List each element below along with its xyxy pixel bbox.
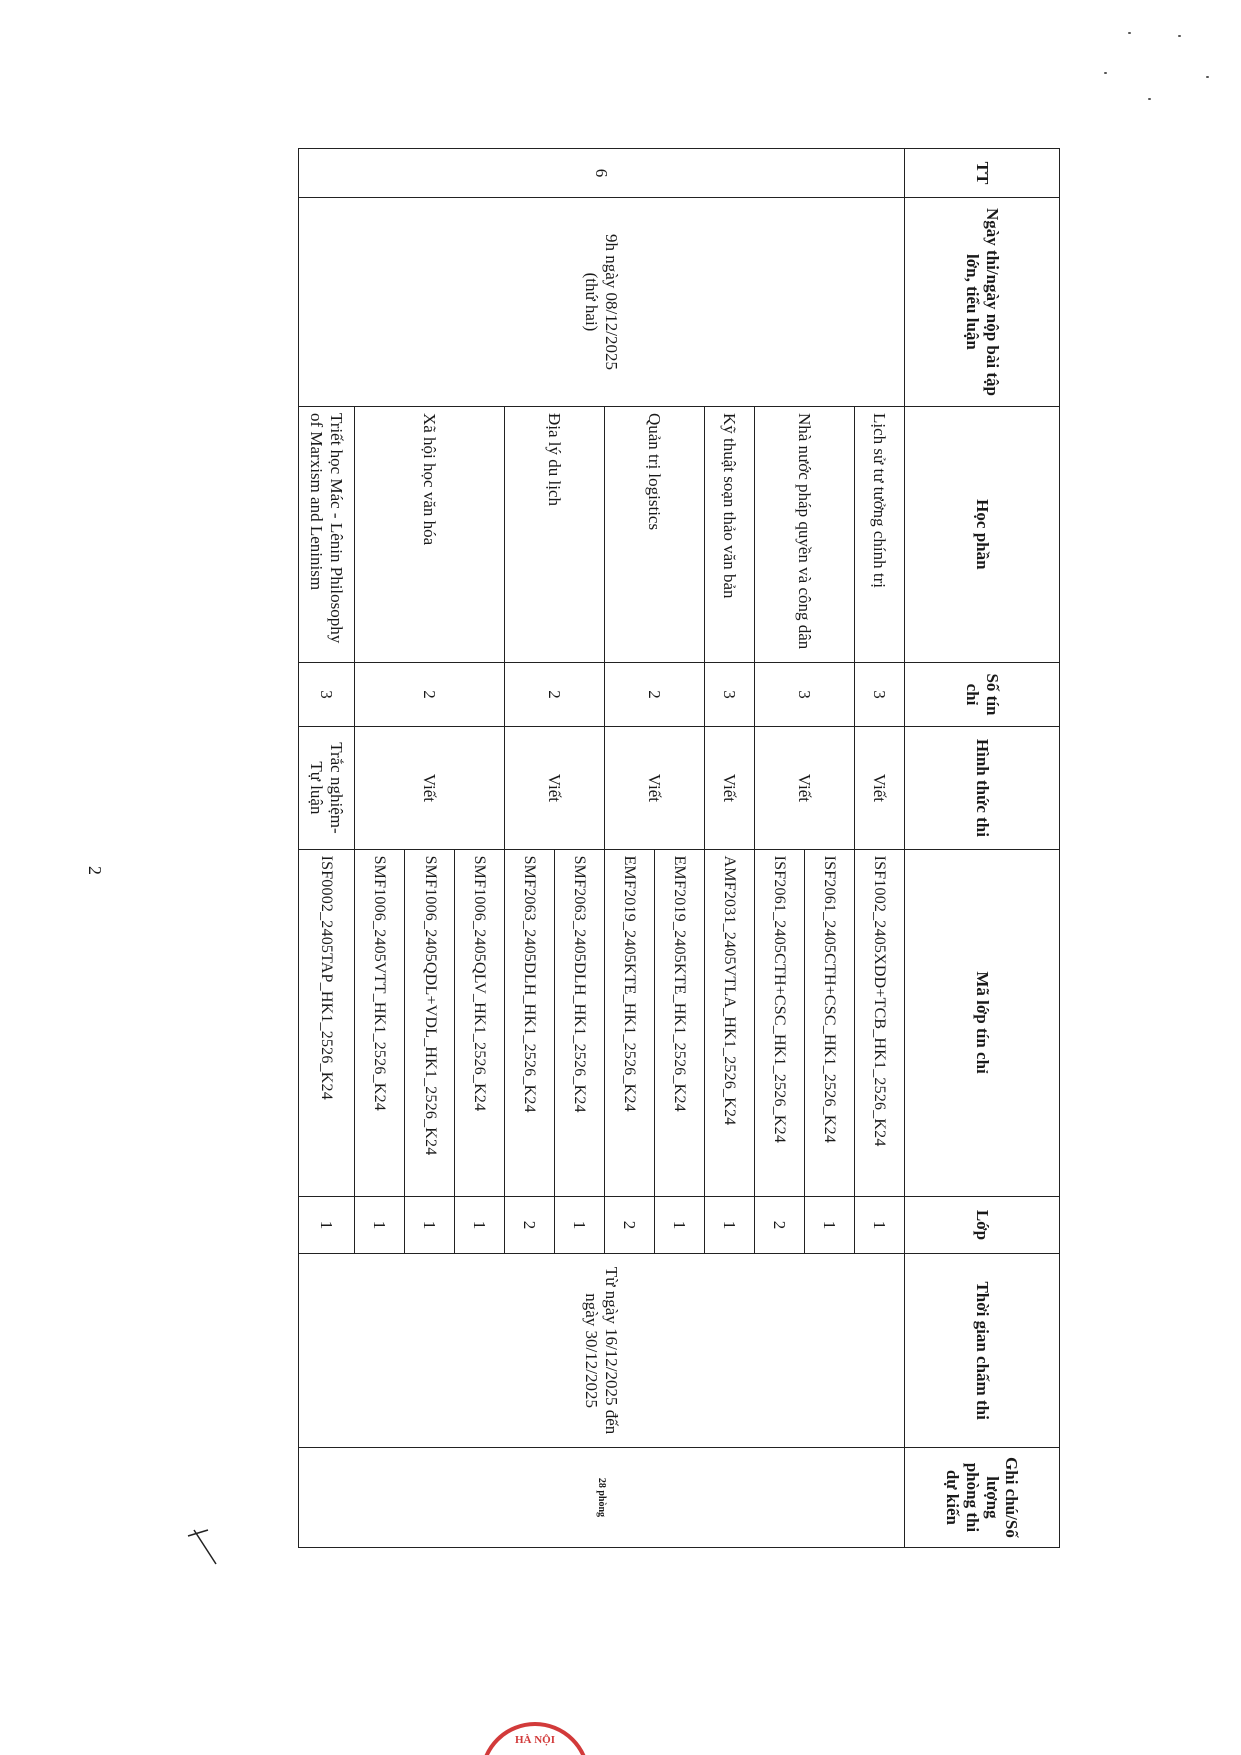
course-name: Lịch sử tư tưởng chính trị	[855, 406, 905, 662]
scan-speck	[1104, 72, 1107, 74]
red-seal-stamp	[480, 1722, 590, 1755]
class-code: EMF2019_2405KTE_HK1_2526_K24	[605, 849, 655, 1196]
header-date: Ngày thi/ngày nộp bài tập lớn, tiểu luận	[905, 197, 1060, 406]
course-form: Viết	[505, 727, 605, 849]
course-form: Trắc nghiệm-Tự luận	[299, 727, 355, 849]
class-number: 1	[555, 1196, 605, 1254]
course-form: Viết	[355, 727, 505, 849]
class-code: SMF1006_2405QLV_HK1_2526_K24	[455, 849, 505, 1196]
page-number: 2	[85, 866, 105, 875]
scan-speck	[1206, 76, 1209, 78]
course-name: Quản trị logistics	[605, 406, 705, 662]
course-credits: 3	[705, 662, 755, 727]
course-credits: 2	[355, 662, 505, 727]
group-grading: Từ ngày 16/12/2025 đến ngày 30/12/2025	[299, 1254, 905, 1448]
scan-speck	[1128, 32, 1131, 34]
class-code: SMF2063_2405DLH_HK1_2526_K24	[505, 849, 555, 1196]
header-grading: Thời gian chấm thi	[905, 1254, 1060, 1448]
course-credits: 3	[855, 662, 905, 727]
class-number: 1	[355, 1196, 405, 1254]
class-number: 1	[655, 1196, 705, 1254]
class-code: EMF2019_2405KTE_HK1_2526_K24	[655, 849, 705, 1196]
course-form: Viết	[605, 727, 705, 849]
seal-text: HÀ NỘI	[514, 1734, 556, 1746]
class-code: SMF2063_2405DLH_HK1_2526_K24	[555, 849, 605, 1196]
pen-mark-icon	[186, 1528, 226, 1568]
group-date	[299, 197, 905, 406]
header-code: Mã lớp tín chỉ	[905, 849, 1060, 1196]
class-number: 1	[705, 1196, 755, 1254]
class-number: 1	[299, 1196, 355, 1254]
group-date-line1: 9h ngày 08/12/2025	[602, 233, 622, 370]
class-code: ISF0002_2405TAP_HK1_2526_K24	[299, 849, 355, 1196]
class-number: 1	[455, 1196, 505, 1254]
course-name: Kỹ thuật soạn thảo văn bản	[705, 406, 755, 662]
header-credits: Số tín chỉ	[905, 662, 1060, 727]
course-name: Triết học Mác - Lênin Philosophy of Marxism and Leninism	[299, 406, 355, 662]
class-number: 1	[855, 1196, 905, 1254]
course-name: Địa lý du lịch	[505, 406, 605, 662]
class-number: 2	[755, 1196, 805, 1254]
course-name: Nhà nước pháp quyền và công dân	[755, 406, 855, 662]
course-form: Viết	[855, 727, 905, 849]
class-code: AMF2031_2405VTLA_HK1_2526_K24	[705, 849, 755, 1196]
class-number: 2	[605, 1196, 655, 1254]
group-date-line2: (thứ hai)	[582, 272, 602, 332]
course-credits: 3	[755, 662, 855, 727]
class-code: ISF2061_2405CTH+CSC_HK1_2526_K24	[805, 849, 855, 1196]
course-credits: 2	[605, 662, 705, 727]
course-form: Viết	[705, 727, 755, 849]
header-class: Lớp	[905, 1196, 1060, 1254]
table-row	[855, 149, 905, 1548]
header-tt: TT	[905, 149, 1060, 198]
header-note: Ghi chú/Số lượng phòng thi dự kiến	[905, 1447, 1060, 1547]
exam-schedule-table	[298, 148, 1060, 1548]
course-credits: 2	[505, 662, 605, 727]
class-number: 1	[805, 1196, 855, 1254]
course-name: Xã hội học văn hóa	[355, 406, 505, 662]
seal-ring	[480, 1722, 590, 1755]
course-credits: 3	[299, 662, 355, 727]
header-course: Học phần	[905, 406, 1060, 662]
scan-speck	[1148, 98, 1151, 100]
class-code: SMF1006_2405VTT_HK1_2526_K24	[355, 849, 405, 1196]
schedule-sheet	[300, 148, 1060, 1548]
course-form: Viết	[755, 727, 855, 849]
class-number: 2	[505, 1196, 555, 1254]
class-number: 1	[405, 1196, 455, 1254]
class-code: ISF1002_2405XDD+TCB_HK1_2526_K24	[855, 849, 905, 1196]
header-form: Hình thức thi	[905, 727, 1060, 849]
group-note: 28 phòng	[299, 1447, 905, 1547]
scan-speck	[1178, 35, 1181, 37]
class-code: SMF1006_2405QDL+VDL_HK1_2526_K24	[405, 849, 455, 1196]
group-tt: 6	[299, 149, 905, 198]
header-row	[905, 149, 1060, 1548]
class-code: ISF2061_2405CTH+CSC_HK1_2526_K24	[755, 849, 805, 1196]
